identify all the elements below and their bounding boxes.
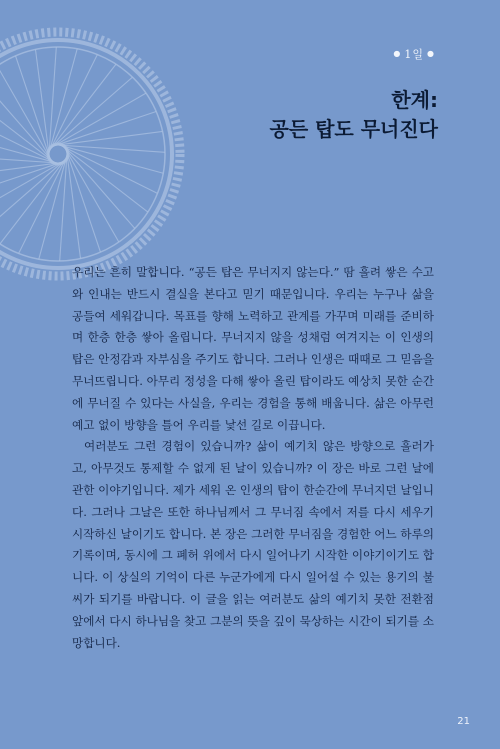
chapter-title: [270, 86, 439, 144]
wheel-spoke: [52, 131, 162, 145]
day-label: [390, 46, 438, 62]
paragraph: 여러분도 그런 경험이 있습니까? 삶이 예기치 않은 방향으로 흘러가고, 아무것도 통제할 수 없게 된 날이 있습니까? 이 장은 바로 그런 날에 관한 이야기입니다. 제가 세워 온 인생의 탑이 한순간에 무너지던 날입니다. 그러나 그날은 또한 하나님께서 그 무너짐 속에서 저를 다시 세우기 시작하신 날이기도 합니다. 본 장은 그러한 무너짐을 경험한 어느 하루의 기록이며, 동시에 그 폐허 위에서 다시 일어나기 시작한 이야기이기도 합니다. 이 상실의 기억이 다른 누군가에게 다시 일어설 수 있는 용기의 불씨가 되기를 바랍니다. 이 글을 읽는 여러분도 삶의 예기치 못한 전환점 앞에서 다시 하나님을 찾고 그분의 뜻을 깊이 묵상하는 시간이 되기를 소망합니다.: [72, 439, 434, 650]
day-label-text: 1일: [404, 48, 425, 61]
bicycle-wheel-icon: [0, 24, 188, 284]
body-text: [72, 262, 434, 654]
wheel-spoke: [49, 77, 133, 150]
wheel-spoke: [66, 148, 80, 258]
page-number: 21: [457, 716, 470, 727]
bullet-icon: ●: [427, 49, 435, 58]
paragraph: 우리는 흔히 말합니다. “공든 탑은 무너지지 않는다.” 땀 흘려 쌓은 수고와 인내는 반드시 결실을 본다고 믿기 때문입니다. 우리는 누구나 삶을 공들여 세워갑니다. 목표를 향해 노력하고 관계를 가꾸며 미래를 준비하며 한층 한층 쌓아 올립니다. 무너지지 않을 성채럼 여겨지는 이 인생의 탑은 안정감과 자부심을 주기도 합니다. 그러나 인생은 때때로 그 믿음을 무너뜨립니다. 아무리 정성을 다해 쌓아 올린 탑이라도 예상치 못한 순간에 무너질 수 있다는 사실을, 우리는 경험을 통해 배웁니다. 삶은 아무런 예고 없이 방향을 틀어 우리를 낯선 길로 이끕니다.: [72, 265, 434, 432]
chapter-title-main: 한계:: [391, 88, 438, 112]
wheel-spoke: [62, 145, 135, 229]
bullet-icon: ●: [393, 49, 402, 58]
chapter-title-sub: 공든 탑도 무너진다: [269, 117, 438, 141]
wheel-spoke: [35, 49, 49, 159]
